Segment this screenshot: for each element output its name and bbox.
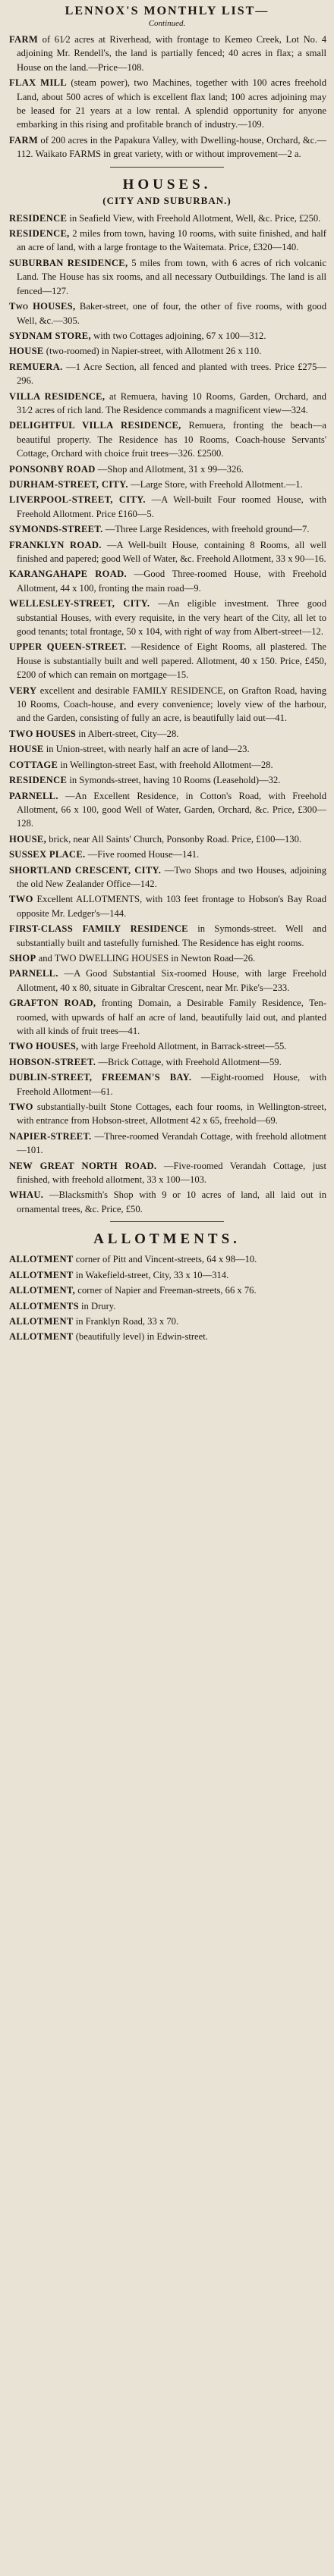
listing-text: in Franklyn Road, 33 x 70. — [75, 1315, 179, 1327]
listing-lead: FIRST-CLASS FAMILY RESIDENCE — [9, 923, 188, 935]
list-title: LENNOX'S MONTHLY LIST— — [65, 5, 269, 17]
listing-lead: RESIDENCE, — [9, 228, 70, 240]
listing-text: —Brick Cottage, with Freehold Allotment—59. — [98, 1056, 282, 1067]
listing-text: in Symonds-street, having 10 Rooms (Leasehold)—32. — [69, 775, 281, 786]
houses-subtitle: (CITY AND SUBURBAN.) — [102, 194, 232, 206]
continued-label: Continued. — [148, 19, 186, 28]
listing-lead: KARANGAHAPE ROAD. — [9, 569, 127, 580]
listing-entry — [8, 684, 326, 725]
listing-entry — [8, 967, 326, 995]
listing-text: —Blacksmith's Shop with 9 or 10 acres of land, all laid out in ornamental trees, &c. Price, £50. — [17, 1189, 326, 1214]
listing-lead: ALLOTMENT — [9, 1254, 74, 1265]
listing-lead: TWO HOUSES — [9, 728, 77, 739]
listing-lead: FARM — [9, 34, 39, 45]
listing-lead: GRAFTON ROAD, — [9, 998, 96, 1009]
listing-entry — [8, 758, 326, 772]
listing-lead: SUSSEX PLACE. — [9, 849, 86, 860]
listing-lead: VILLA RESIDENCE, — [9, 390, 106, 402]
listing-lead: HOUSE — [9, 744, 44, 755]
listing-lead: ALLOTMENT — [9, 1331, 74, 1343]
listing-lead: UPPER QUEEN-STREET. — [9, 641, 127, 653]
listing-entry — [8, 478, 326, 491]
farms-section — [8, 33, 326, 161]
listing-text: in Symonds-street. Well and substantially built and tastefully furnished. The Residence has eight rooms. — [17, 923, 326, 948]
listing-entry — [8, 922, 326, 950]
allotments-heading — [8, 1231, 326, 1248]
listing-text: substantially-built Stone Cottages, each four rooms, in Wellington-street, with entrance from Hobson-street, Allotment 42 x 65, freehold—69. — [17, 1102, 326, 1127]
listing-text: —Three Large Residences, with freehold ground—7. — [105, 524, 310, 535]
listing-lead: NAPIER-STREET. — [9, 1130, 92, 1142]
allotments-title: ALLOTMENTS. — [93, 1231, 241, 1248]
listing-entry — [8, 597, 326, 638]
listing-entry — [8, 567, 326, 595]
listing-entry — [8, 493, 326, 521]
houses-section — [8, 212, 326, 1217]
listing-text: fronting Domain, a Desirable Family Residence, Ten-roomed, with upwards of half an acre of land, beautifully laid out, and planted with all kinds of fruit trees—41. — [17, 998, 326, 1036]
listing-lead: HOBSON-STREET. — [9, 1056, 96, 1067]
listing-entry — [8, 133, 326, 161]
listing-text: Excellent ALLOTMENTS, with 103 feet frontage to Hobson's Bay Road opposite Mr. Ledger's—144. — [17, 894, 327, 919]
listing-entry — [8, 1330, 326, 1343]
listing-entry — [8, 1070, 326, 1098]
houses-title: HOUSES. — [122, 176, 212, 193]
listing-entry — [8, 640, 326, 682]
listing-lead: ALLOTMENT — [9, 1315, 74, 1327]
listing-entry — [8, 227, 326, 255]
listing-lead: REMUERA. — [9, 361, 63, 372]
listing-lead: SYDNAM STORE, — [9, 330, 91, 341]
listing-entry — [8, 832, 326, 846]
listing-text: —A Well-built House, containing 8 Rooms, all well finished and papered; good Well of Water, &c. Freehold Allotment, 33 x 90—16. — [17, 539, 326, 564]
listing-entry — [8, 1055, 326, 1069]
listing-entry — [8, 212, 326, 225]
listing-entry — [8, 951, 326, 965]
listing-text: in Wellington-street East, with freehold Allotment—28. — [60, 759, 273, 770]
listing-entry — [8, 1299, 326, 1313]
listing-text: (beautifully level) in Edwin-street. — [75, 1331, 208, 1343]
listing-lead: RESIDENCE — [9, 212, 68, 224]
listing-lead: HOUSE, — [9, 833, 47, 845]
listing-text: of 61⁄2 acres at Riverhead, with frontage to Kemeo Creek, Lot No. 4 adjoining Mr. Rendell's, the land is partially fenced; 40 acres in flax; a small House on the land.—Price—108. — [17, 34, 326, 73]
listing-entry — [8, 1100, 326, 1128]
listing-text: —Large Store, with Freehold Allotment.—1. — [130, 478, 303, 490]
listing-text: —Good Three-roomed House, with Freehold Allotment, 44 x 100, fronting the main road—9. — [17, 569, 326, 594]
listing-entry — [8, 742, 326, 756]
listing-entry — [8, 1039, 326, 1053]
listing-text: —Two Shops and two Houses, adjoining the old New Zealander Office—142. — [17, 864, 326, 889]
listing-lead: DURHAM-STREET, CITY. — [9, 478, 128, 490]
listing-lead: DELIGHTFUL VILLA RESIDENCE, — [9, 420, 181, 431]
listing-entry — [8, 1268, 326, 1282]
listing-lead: PONSONBY ROAD — [9, 463, 96, 475]
listing-text: with two Cottages adjoining, 67 x 100—312. — [93, 330, 266, 341]
listing-text: and TWO DWELLING HOUSES in Newton Road—26. — [38, 952, 256, 964]
listing-entry — [8, 418, 326, 460]
listing-text: —Five-roomed Verandah Cottage, just finished, with freehold allotment, 33 x 100—103. — [17, 1160, 326, 1186]
listing-text: —A Well-built Four roomed House, with Freehold Allotment. Price £160—5. — [17, 494, 326, 519]
listing-entry — [8, 773, 326, 787]
listing-entry — [8, 462, 326, 476]
listing-lead: HOUSE — [9, 346, 44, 357]
listing-text: in Wakefield-street, City, 33 x 10—314. — [75, 1269, 229, 1280]
listing-lead: VERY — [9, 685, 37, 696]
listing-lead: ALLOTMENT — [9, 1269, 74, 1280]
listing-text: —Three-roomed Verandah Cottage, with freehold allotment—101. — [17, 1130, 326, 1156]
listing-text: at Remuera, having 10 Rooms, Garden, Orchard, and 31⁄2 acres of rich land. The Residence commands a magnificent view—324. — [17, 390, 326, 415]
listing-entry — [8, 360, 326, 388]
listing-text: corner of Pitt and Vincent-streets, 64 x 98—10. — [75, 1254, 257, 1265]
listing-text: brick, near All Saints' Church, Ponsonby Road. Price, £100—130. — [49, 833, 302, 845]
listing-lead: SHORTLAND CRESCENT, CITY. — [9, 864, 162, 876]
listing-lead: WELLESLEY-STREET, CITY. — [9, 598, 150, 610]
listing-text: —Residence of Eight Rooms, all plastered. The House is substantially built and well papered. Allotment, 40 x 150. Price, £450, £200 of which can remain on mortgage—15. — [17, 641, 326, 681]
listing-lead: ALLOTMENT, — [9, 1285, 76, 1296]
allotments-section — [8, 1252, 326, 1343]
listing-entry — [8, 522, 326, 536]
listing-entry — [8, 344, 326, 358]
listing-lead: DUBLIN-STREET, FREEMAN'S BAY. — [9, 1072, 192, 1083]
listing-text: with large Freehold Allotment, in Barrack-street—55. — [80, 1041, 287, 1052]
section-divider — [110, 1221, 224, 1222]
listing-lead: Two HOUSES, — [9, 301, 76, 312]
listing-lead: RESIDENCE — [9, 775, 68, 786]
listing-entry — [8, 1159, 326, 1187]
listing-entry — [8, 789, 326, 831]
houses-heading — [8, 177, 326, 207]
listing-lead: PARNELL. — [9, 968, 58, 979]
listing-lead: SYMONDS-STREET. — [9, 524, 103, 535]
listing-text: in Union-street, with nearly half an acre of land—23. — [46, 744, 250, 755]
listing-lead: PARNELL. — [9, 790, 58, 801]
listing-entry — [8, 1188, 326, 1216]
listing-text: —Eight-roomed House, with Freehold Allotment—61. — [17, 1072, 326, 1097]
listing-text: —An Excellent Residence, in Cotton's Road, with Freehold Allotment, 66 x 100, good Well of Water, Garden, Orchard, &c. Price, £300—128. — [17, 790, 326, 829]
listing-text: —Shop and Allotment, 31 x 99—326. — [97, 463, 244, 475]
listing-lead: ALLOTMENTS — [9, 1300, 79, 1312]
listing-entry — [8, 299, 326, 327]
listing-text: Baker-street, one of four, the other of five rooms, with good Well, &c.—305. — [17, 301, 326, 326]
listing-lead: WHAU. — [9, 1189, 44, 1201]
listing-entry — [8, 1283, 326, 1297]
listing-lead: TWO — [9, 894, 33, 905]
listing-lead: TWO HOUSES, — [9, 1041, 79, 1052]
listing-entry — [8, 1252, 326, 1266]
listing-entry — [8, 390, 326, 418]
listing-entry — [8, 727, 326, 741]
listing-entry — [8, 848, 326, 861]
listing-text: in Drury. — [81, 1300, 116, 1312]
listing-lead: FRANKLYN ROAD. — [9, 539, 102, 550]
listing-entry — [8, 33, 326, 74]
masthead — [8, 5, 326, 28]
listing-entry — [8, 1130, 326, 1158]
listing-lead: COTTAGE — [9, 759, 58, 770]
listing-text: 5 miles from town, with 6 acres of rich volcanic Land. The House has six rooms, and all necessary Outbuildings. The land is all fenced—127. — [17, 257, 326, 296]
listing-text: Remuera, fronting the beach—a beautiful property. The Residence has 10 Rooms, Coach-house Servants' Cottage, Orchard with choice fruit trees—326. £2500. — [17, 420, 327, 459]
listing-lead: FARM — [9, 134, 39, 146]
listing-text: —An eligible investment. Three good substantial Houses, with every requisite, in the very heart of the City, all let to good tenants; total frontage, 50 x 104, with right of way from Albert-street—12. — [17, 598, 326, 638]
listing-text: 2 miles from town, having 10 rooms, with suite finished, and half an acre of land, with a large frontage to the Waitemata. Price, £320—140. — [17, 228, 326, 253]
listing-text: of 200 acres in the Papakura Valley, with Dwelling-house, Orchard, &c.—112. Waikato FARMS in great variety, with or without improvement—2 a. — [17, 134, 326, 160]
listing-lead: FLAX MILL — [9, 77, 67, 89]
listing-entry — [8, 892, 326, 920]
listing-text: excellent and desirable FAMILY RESIDENCE, on Grafton Road, having 10 Rooms, Coach-house, and every convenience; lovely view of the harbour, and the Garden, consisting of fully an acre, is beautifully laid out—41. — [17, 685, 326, 724]
listing-entry — [8, 1315, 326, 1328]
listing-text: —Five roomed House—141. — [87, 849, 200, 860]
listing-entry — [8, 996, 326, 1038]
listing-entry — [8, 329, 326, 343]
listing-text: —A Good Substantial Six-roomed House, with large Freehold Allotment, 40 x 80, situate in Gibraltar Crescent, near Mr. Pike's—233. — [17, 968, 326, 993]
listing-lead: TWO — [9, 1102, 33, 1113]
listing-lead: NEW GREAT NORTH ROAD. — [9, 1160, 157, 1171]
listing-lead: SHOP — [9, 952, 36, 964]
listing-entry — [8, 256, 326, 298]
listing-entry — [8, 863, 326, 892]
listing-text: in Albert-street, City—28. — [78, 728, 179, 739]
listing-text: (two-roomed) in Napier-street, with Allotment 26 x 110. — [46, 346, 262, 357]
listing-entry — [8, 538, 326, 566]
listing-lead: LIVERPOOL-STREET, CITY. — [9, 494, 146, 506]
section-divider — [110, 167, 224, 168]
listing-text: (steam power), two Machines, together with 100 acres freehold Land, about 500 acres of which is excellent flax land; 100 acres adjoining may be leased for 21 years at a low rental. A splendid opportunity for anyone embarking in this rising and profitable branch of industry.—109. — [17, 77, 326, 130]
listing-text: corner of Napier and Freeman-streets, 66 x 76. — [77, 1285, 257, 1296]
listing-text: in Seafield View, with Freehold Allotment, Well, &c. Price, £250. — [69, 212, 321, 224]
listing-text: —1 Acre Section, all fenced and planted with trees. Price £275—296. — [17, 361, 326, 387]
listing-lead: SUBURBAN RESIDENCE, — [9, 257, 128, 268]
listing-entry — [8, 76, 326, 132]
